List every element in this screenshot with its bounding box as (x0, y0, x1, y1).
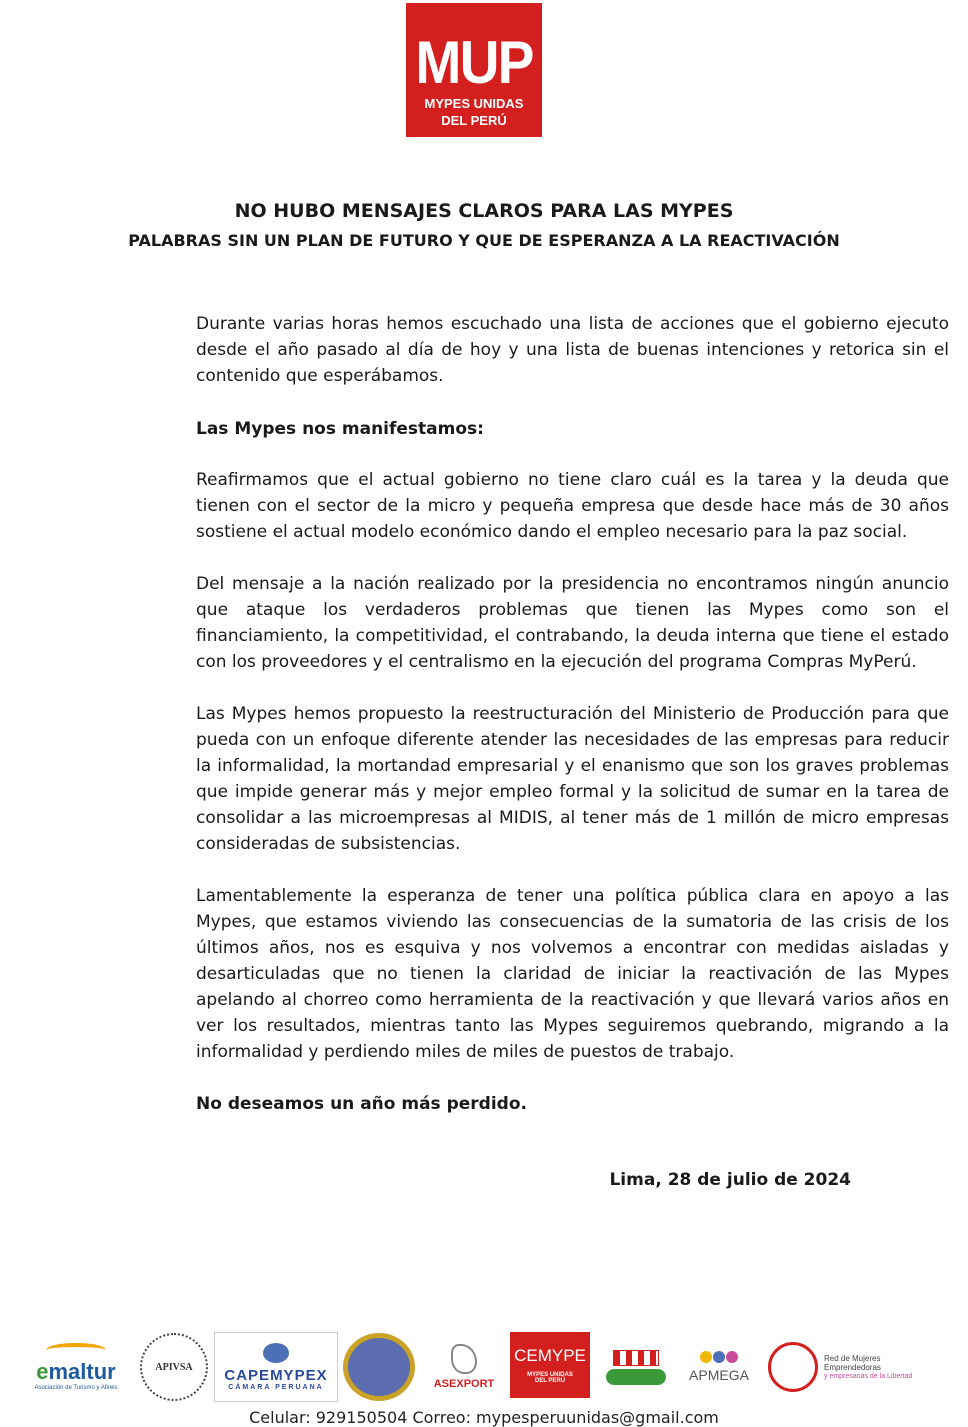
paragraph-4: Las Mypes hemos propuesto la reestructuración del Ministerio de Producción para que pueda con un enfoque diferente atender las necesidades de las empresas para reducir la informalidad, la mortandad empresarial y el enanismo que son los graves problemas que impide generar más y mejor empleo formal y la solicitud de sumar en la tarea de consolidar a las microempresas al MIDIS, al tener más de 1 millón de micro empresas consideradas de subsistencias. (196, 704, 949, 854)
red-mujeres-icon (768, 1342, 818, 1392)
mypes-market-logo (598, 1332, 674, 1402)
capemypex-logo (214, 1332, 338, 1402)
red-mujeres-tagline: y empresarias de la Libertad (824, 1372, 913, 1380)
paragraph-closing: No deseamos un año más perdido. (196, 1094, 527, 1114)
apivsa-name: APIVSA (140, 1333, 208, 1401)
paragraph-1: Durante varias horas hemos escuchado una lista de acciones que el gobierno ejecuto desde el año pasado al día de hoy y una lista de buenas intenciones y retorica sin el contenido que esperábamos. (196, 314, 949, 386)
asexport-logo (424, 1332, 504, 1402)
paragraph-2: Reafirmamos que el actual gobierno no tiene claro cuál es la tarea y la deuda que tienen con el sector de la micro y pequeña empresa que desde hace más de 30 años sostiene el actual modelo económico dando el empleo necesario para la paz social. (196, 470, 949, 542)
cemype-name: CEMYPE (514, 1346, 586, 1365)
emaltur-logo: emaltur Asociación de Turismo y Afines (18, 1332, 134, 1402)
apivsa-logo (140, 1332, 208, 1402)
logo-line-1: MYPES UNIDAS (424, 96, 524, 111)
asexport-name: ASEXPORT (433, 1378, 495, 1390)
capemypex-name: CAPEMYPEX (224, 1367, 328, 1384)
cemype-tagline: MYPES UNIDAS DEL PERÚ (527, 1372, 573, 1384)
paragraph-3: Del mensaje a la nación realizado por la presidencia no encontramos ningún anuncio que ataque los verdaderos problemas que tienen las Mypes como son el financiamiento, la competitividad, el contrabando, la deuda interna que tiene el estado con los proveedores y el centralismo en la ejecución del programa Compras MyPerú. (196, 574, 949, 672)
document-title: NO HUBO MENSAJES CLAROS PARA LAS MYPES (234, 200, 734, 222)
seal-logo (343, 1332, 415, 1402)
capemypex-tagline: CÁMARA PERUANA (228, 1384, 324, 1391)
emaltur-tagline: Asociación de Turismo y Afines (34, 1385, 118, 1391)
logo-line-2: DEL PERÚ (441, 113, 507, 128)
red-mujeres-logo (760, 1332, 924, 1402)
apmega-logo (682, 1332, 756, 1402)
cemype-logo (510, 1332, 590, 1398)
apmega-name: APMEGA (689, 1367, 749, 1383)
red-mujeres-name: Red de Mujeres Emprendedoras (824, 1353, 881, 1372)
document-subtitle: PALABRAS SIN UN PLAN DE FUTURO Y QUE DE ESPERANZA A LA REACTIVACIÓN (128, 231, 840, 250)
contact-footer: Celular: 929150504 Correo: mypesperuunidas@gmail.com (249, 1408, 719, 1427)
mup-logo (406, 3, 542, 137)
logo-acronym: MUP (415, 29, 533, 96)
paragraph-5: Lamentablemente la esperanza de tener una política pública clara en apoyo a las Mypes, que estamos viviendo las consecuencias de la sumatoria de las crisis de los últimos años, nos es esquiva y nos volvemos a encontrar con medidas aisladas y desarticuladas que no tienen la claridad de iniciar la reactivación de las Mypes apelando al chorreo como herramienta de la reactivación y que llevará varios años en ver los resultados, mientras tanto las Mypes seguiremos quebrando, migrando a la informalidad y perdiendo miles de miles de puestos de trabajo. (196, 886, 949, 1062)
partner-logos (0, 1332, 968, 1407)
signature-date: Lima, 28 de julio de 2024 (609, 1170, 851, 1190)
paragraph-heading: Las Mypes nos manifestamos: (196, 419, 484, 439)
